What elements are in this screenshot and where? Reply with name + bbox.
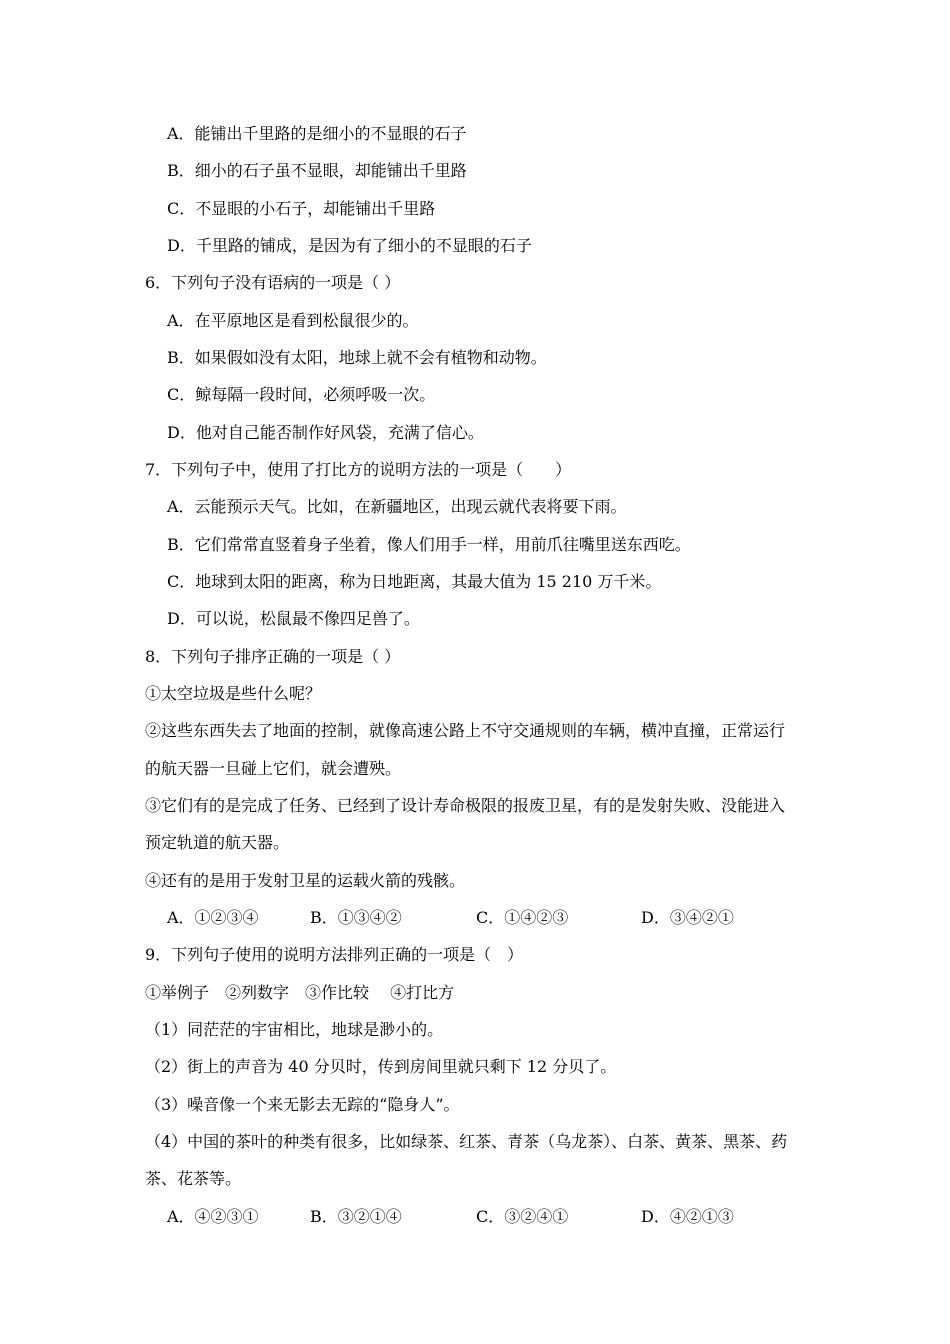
q8-choice-b: B．①③④② [310,908,402,927]
q9-item-4: （4）中国的茶叶的种类有很多，比如绿茶、红茶、青茶（乌龙茶）、白茶、黄茶、黑茶、药 [145,1132,788,1151]
q8-sentence-3-cont: 预定轨道的航天器。 [145,833,290,852]
q7-stem: 7．下列句子中，使用了打比方的说明方法的一项是（ ） [145,460,572,479]
q7-option-b: B．它们常常直竖着身子坐着，像人们用手一样，用前爪往嘴里送东西吃。 [167,535,691,554]
q8-stem: 8．下列句子排序正确的一项是（ ） [145,647,401,666]
q8-choice-d: D．③④②① [641,908,734,927]
q6-option-b: B．如果假如没有太阳，地球上就不会有植物和动物。 [167,348,547,367]
q8-sentence-3: ③它们有的是完成了任务、已经到了设计寿命极限的报废卫星，有的是发射失败、没能进入 [145,796,786,815]
q5-option-b: B．细小的石子虽不显眼，却能铺出千里路 [167,161,467,180]
q6-stem: 6．下列句子没有语病的一项是（ ） [145,273,401,292]
q9-stem: 9．下列句子使用的说明方法排列正确的一项是（ ） [145,945,524,964]
q9-choice-c: C．③②④① [476,1207,569,1226]
q9-choice-a: A．④②③① [167,1207,259,1226]
q8-sentence-2: ②这些东西失去了地面的控制，就像高速公路上不守交通规则的车辆，横冲直撞，正常运行 [145,721,786,740]
q9-item-2: （2）街上的声音为 40 分贝时，传到房间里就只剩下 12 分贝了。 [145,1057,617,1076]
q8-sentence-2-cont: 的航天器一旦碰上它们，就会遭殃。 [145,759,402,778]
q8-sentence-4: ④还有的是用于发射卫星的运载火箭的残骸。 [145,871,466,890]
q5-option-d: D．千里路的铺成，是因为有了细小的不显眼的石子 [167,236,532,255]
q5-option-c: C．不显眼的小石子，却能铺出千里路 [167,199,436,218]
q6-option-a: A．在平原地区是看到松鼠很少的。 [167,311,419,330]
q5-option-a: A．能铺出千里路的是细小的不显眼的石子 [167,124,467,143]
q7-option-a: A．云能预示天气。比如，在新疆地区，出现云就代表将要下雨。 [167,497,627,516]
q7-option-c: C．地球到太阳的距离，称为日地距离，其最大值为 15 210 万千米。 [167,572,662,591]
q6-option-c: C．鲸每隔一段时间，必须呼吸一次。 [167,385,436,404]
q6-option-d: D．他对自己能否制作好风袋，充满了信心。 [167,423,484,442]
q9-method-list: ①举例子 ②列数字 ③作比较 ④打比方 [145,983,455,1002]
q9-item-1: （1）同茫茫的宇宙相比，地球是渺小的。 [145,1020,444,1039]
q9-choice-d: D．④②①③ [641,1207,734,1226]
q7-option-d: D．可以说，松鼠最不像四足兽了。 [167,609,420,628]
q9-choice-b: B．③②①④ [310,1207,402,1226]
q8-choice-a: A．①②③④ [167,908,259,927]
q9-item-3: （3）噪音像一个来无影去无踪的“隐身人”。 [145,1095,460,1114]
q9-item-4-cont: 茶、花茶等。 [145,1169,242,1188]
q8-choice-c: C．①④②③ [476,908,569,927]
q8-sentence-1: ①太空垃圾是些什么呢？ [145,684,322,703]
